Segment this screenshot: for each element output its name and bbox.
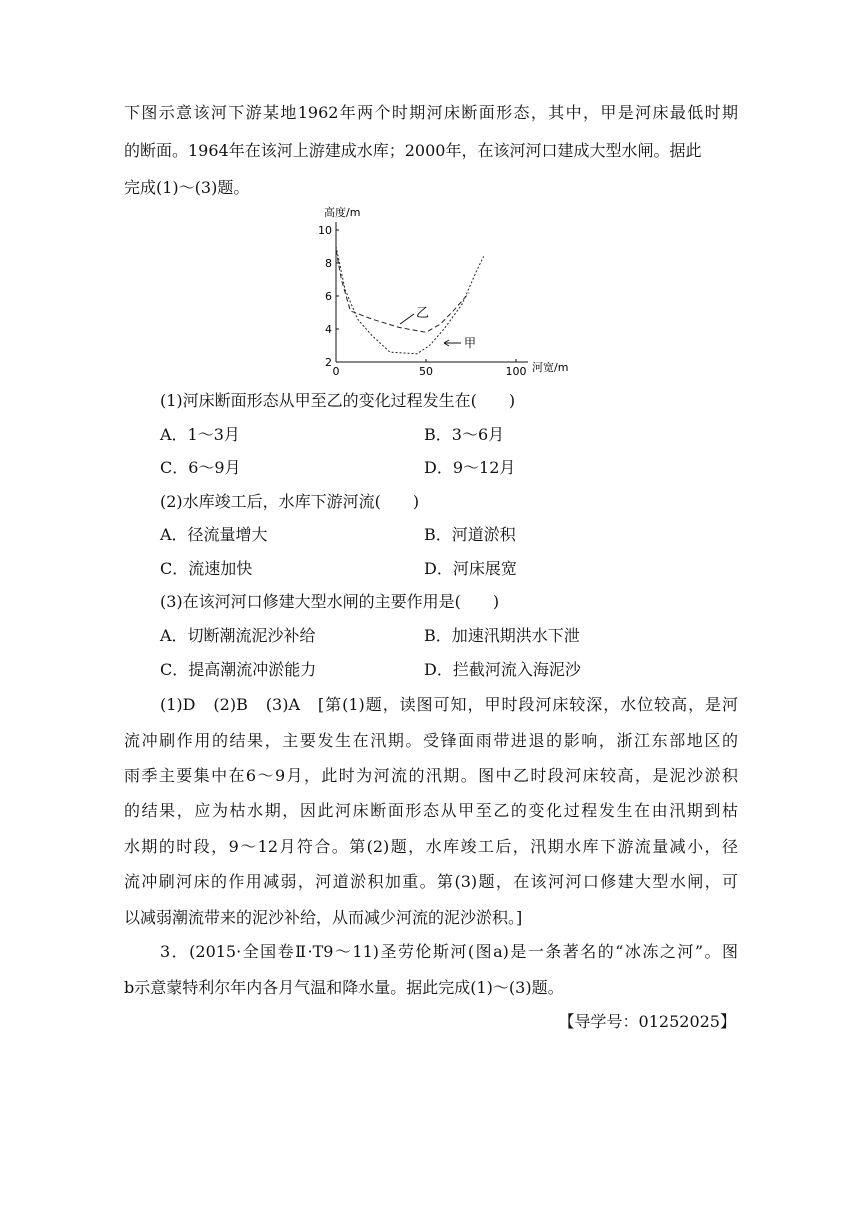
chart-ticks bbox=[318, 224, 527, 378]
intro-line-1: 下图示意该河下游某地1962年两个时期河床断面形态，其中，甲是河床最低时期 bbox=[124, 103, 738, 122]
x-tick-label: 0 bbox=[332, 365, 340, 378]
question-1-option-c[interactable]: C．6～9月 bbox=[160, 458, 241, 477]
answer-line-1: (1)D (2)B (3)A [第(1)题，读图可知，甲时段河床较深，水位较高，是河 bbox=[160, 695, 738, 714]
question-3-option-b[interactable]: B．加速汛期洪水下泄 bbox=[424, 626, 580, 645]
answer-line-3: 雨季主要集中在6～9月，此时为河流的汛期。图中乙时段河床较高，是泥沙淤积 bbox=[124, 766, 738, 785]
question-2-option-d[interactable]: D．河床展宽 bbox=[424, 559, 517, 578]
y-tick-label: 10 bbox=[318, 224, 332, 237]
answer-line-6: 流冲刷河床的作用减弱，河道淤积加重。第(3)题，在该河河口修建大型水闸，可 bbox=[124, 872, 738, 891]
question-2-stem: (2)水库竣工后，水库下游河流( ) bbox=[160, 492, 420, 511]
series-line-jia bbox=[336, 247, 484, 354]
series-label-yi: 乙 bbox=[416, 306, 430, 321]
y-axis-label: 高度/m bbox=[324, 206, 361, 219]
y-tick-label: 8 bbox=[325, 257, 332, 270]
q3-intro-line-2: b示意蒙特利尔年内各月气温和降水量。据此完成(1)～(3)题。 bbox=[124, 978, 564, 997]
question-3-stem: (3)在该河河口修建大型水闸的主要作用是( ) bbox=[160, 592, 500, 611]
question-1-stem: (1)河床断面形态从甲至乙的变化过程发生在( ) bbox=[160, 391, 516, 410]
intro-line-3: 完成(1)～(3)题。 bbox=[124, 178, 250, 197]
question-2-option-c[interactable]: C．流速加快 bbox=[160, 559, 253, 578]
series-label-jia: 甲 bbox=[464, 336, 477, 350]
answer-line-7: 以减弱潮流带来的泥沙补给，从而减少河流的泥沙淤积。] bbox=[124, 908, 523, 927]
question-3-option-a[interactable]: A．切断潮流泥沙补给 bbox=[160, 626, 316, 645]
x-axis-label: 河宽/m bbox=[532, 361, 569, 374]
question-1-option-b[interactable]: B．3～6月 bbox=[424, 425, 505, 444]
question-2-option-b[interactable]: B．河道淤积 bbox=[424, 525, 516, 544]
question-3-option-c[interactable]: C．提高潮流冲淤能力 bbox=[160, 660, 317, 679]
y-tick-label: 2 bbox=[325, 356, 332, 369]
answer-line-2: 流冲刷作用的结果，主要发生在汛期。受锋面雨带进退的影响，浙江东部地区的 bbox=[124, 731, 738, 750]
y-tick-label: 6 bbox=[325, 290, 332, 303]
question-2-option-a[interactable]: A．径流量增大 bbox=[160, 525, 268, 544]
question-1-option-d[interactable]: D．9～12月 bbox=[424, 458, 516, 477]
chart-series bbox=[336, 247, 484, 354]
q3-intro-line-1: 3．(2015·全国卷Ⅱ·T9～11)圣劳伦斯河(图a)是一条著名的“冰冻之河”。图 bbox=[160, 942, 738, 961]
series-line-yi bbox=[336, 250, 469, 332]
chart-axes bbox=[336, 222, 528, 362]
question-3-option-d[interactable]: D．拦截河流入海泥沙 bbox=[424, 660, 581, 679]
question-1-option-a[interactable]: A．1～3月 bbox=[160, 425, 240, 444]
intro-line-2: 的断面。1964年在该河上游建成水库；2000年，在该河河口建成大型水闸。据此 bbox=[124, 141, 702, 160]
y-tick-label: 4 bbox=[325, 323, 332, 336]
answer-line-4: 的结果，应为枯水期，因此河床断面形态从甲至乙的变化过程发生在由汛期到枯 bbox=[124, 801, 738, 820]
answer-line-5: 水期的时段，9～12月符合。第(2)题，水库竣工后，汛期水库下游流量减小，径 bbox=[124, 837, 738, 856]
series-label-jia-leader bbox=[444, 340, 461, 346]
x-tick-label: 50 bbox=[419, 365, 433, 378]
x-tick-label: 100 bbox=[505, 365, 527, 378]
riverbed-profile-chart bbox=[318, 200, 578, 380]
series-label-yi-leader bbox=[400, 314, 414, 324]
guide-code: 【导学号：01252025】 bbox=[558, 1012, 736, 1031]
